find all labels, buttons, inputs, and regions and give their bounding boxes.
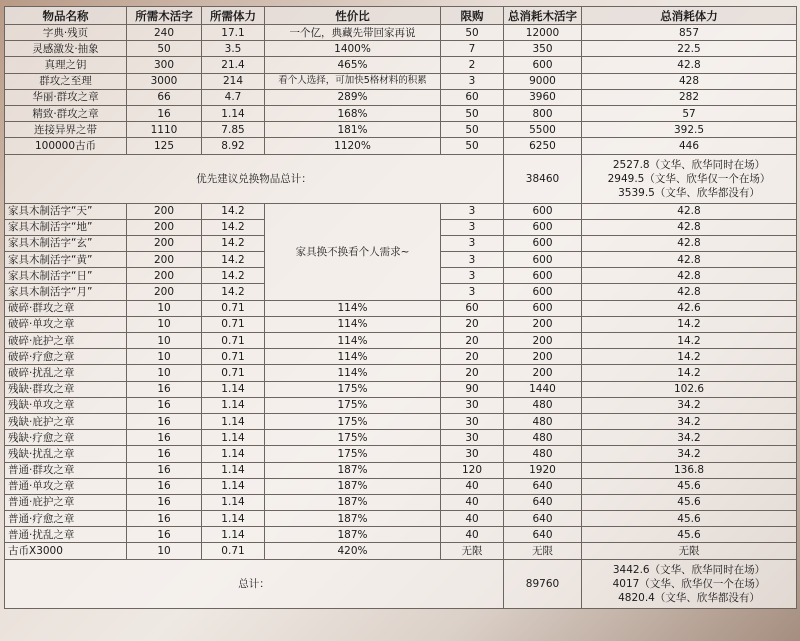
total-stamina: 14.2 [582,333,797,349]
subtotal-row [5,154,797,203]
stamina-needed: 7.85 [202,122,265,138]
stamina-needed: 1.14 [202,413,265,429]
header-total-stamina: 总消耗体力 [582,7,797,25]
wood-needed: 10 [127,300,202,316]
header-item-name: 物品名称 [5,7,127,25]
stamina-line: 2527.8（文华、欣华同时在场） [612,158,766,171]
total-wood: 3960 [504,89,582,105]
total-wood: 12000 [504,25,582,41]
exchange-table [4,6,797,609]
table-row [5,89,797,105]
item-name: 古币X3000 [5,543,127,559]
total-stamina: 45.6 [582,478,797,494]
stamina-needed: 1.14 [202,446,265,462]
item-name: 残缺·单攻之章 [5,397,127,413]
table-row [5,316,797,332]
grand-total-stamina [582,559,797,608]
value-ratio: 187% [265,527,441,543]
item-name: 家具木制活字“日” [5,268,127,284]
grand-total-wood: 89760 [504,559,582,608]
total-stamina: 42.8 [582,57,797,73]
stamina-needed: 0.71 [202,316,265,332]
item-name: 破碎·单攻之章 [5,316,127,332]
header-wood-needed: 所需木活字 [127,7,202,25]
header-total-wood: 总消耗木活字 [504,7,582,25]
stamina-line: 4820.4（文华、欣华都没有） [618,591,760,604]
total-stamina: 34.2 [582,430,797,446]
value-ratio: 187% [265,478,441,494]
purchase-limit: 3 [441,284,504,300]
total-stamina: 102.6 [582,381,797,397]
total-wood: 600 [504,203,582,219]
purchase-limit: 3 [441,219,504,235]
subtotal-label: 优先建议兑换物品总计： [5,154,504,203]
total-stamina: 282 [582,89,797,105]
stamina-needed: 1.14 [202,381,265,397]
total-wood: 200 [504,349,582,365]
purchase-limit: 3 [441,73,504,89]
stamina-needed: 14.2 [202,284,265,300]
stamina-line: 4017（文华、欣华仅一个在场） [612,577,766,590]
item-name: 破碎·庇护之章 [5,333,127,349]
purchase-limit: 3 [441,268,504,284]
purchase-limit: 60 [441,300,504,316]
table-row [5,543,797,559]
item-name: 华丽·群攻之章 [5,89,127,105]
item-name: 家具木制活字“玄” [5,235,127,251]
wood-needed: 200 [127,235,202,251]
wood-needed: 16 [127,462,202,478]
table-row [5,203,797,219]
value-ratio: 114% [265,316,441,332]
purchase-limit: 30 [441,397,504,413]
purchase-limit: 3 [441,252,504,268]
table-row [5,527,797,543]
total-wood: 480 [504,413,582,429]
wood-needed: 50 [127,41,202,57]
total-stamina: 无限 [582,543,797,559]
purchase-limit: 40 [441,527,504,543]
stamina-needed: 14.2 [202,268,265,284]
value-ratio: 175% [265,397,441,413]
wood-needed: 10 [127,543,202,559]
purchase-limit: 无限 [441,543,504,559]
total-stamina: 42.8 [582,235,797,251]
total-wood: 480 [504,446,582,462]
total-stamina: 392.5 [582,122,797,138]
item-name: 群攻之至理 [5,73,127,89]
table-row [5,73,797,89]
item-name: 残缺·庇护之章 [5,413,127,429]
stamina-needed: 0.71 [202,300,265,316]
stamina-line: 2949.5（文华、欣华仅一个在场） [607,172,771,185]
wood-needed: 1110 [127,122,202,138]
value-ratio: 465% [265,57,441,73]
purchase-limit: 60 [441,89,504,105]
item-name: 残缺·疗愈之章 [5,430,127,446]
total-stamina: 45.6 [582,494,797,510]
purchase-limit: 40 [441,494,504,510]
value-ratio: 1400% [265,41,441,57]
value-ratio: 289% [265,89,441,105]
table-row [5,300,797,316]
table-row [5,381,797,397]
table-row [5,446,797,462]
table-row [5,105,797,121]
total-wood: 480 [504,430,582,446]
wood-needed: 16 [127,527,202,543]
header-value-ratio: 性价比 [265,7,441,25]
wood-needed: 16 [127,446,202,462]
table-row [5,462,797,478]
stamina-needed: 1.14 [202,430,265,446]
stamina-needed: 1.14 [202,494,265,510]
purchase-limit: 120 [441,462,504,478]
value-ratio: 114% [265,333,441,349]
table-row [5,511,797,527]
stamina-needed: 1.14 [202,478,265,494]
total-row [5,559,797,608]
purchase-limit: 3 [441,203,504,219]
total-stamina: 45.6 [582,527,797,543]
stamina-needed: 1.14 [202,511,265,527]
table-row [5,25,797,41]
item-name: 普通·庇护之章 [5,494,127,510]
wood-needed: 200 [127,268,202,284]
value-ratio: 114% [265,365,441,381]
item-name: 连接异界之带 [5,122,127,138]
total-wood: 350 [504,41,582,57]
group2-body [5,300,797,559]
stamina-needed: 214 [202,73,265,89]
wood-needed: 16 [127,413,202,429]
total-stamina: 42.8 [582,284,797,300]
purchase-limit: 90 [441,381,504,397]
purchase-limit: 50 [441,25,504,41]
wood-needed: 16 [127,511,202,527]
wood-needed: 16 [127,478,202,494]
total-wood: 600 [504,284,582,300]
value-ratio: 114% [265,349,441,365]
total-wood: 1440 [504,381,582,397]
table-row [5,397,797,413]
total-stamina: 428 [582,73,797,89]
purchase-limit: 30 [441,430,504,446]
purchase-limit: 30 [441,413,504,429]
item-name: 破碎·扰乱之章 [5,365,127,381]
total-stamina: 34.2 [582,446,797,462]
purchase-limit: 3 [441,235,504,251]
wood-needed: 240 [127,25,202,41]
purchase-limit: 30 [441,446,504,462]
value-ratio: 420% [265,543,441,559]
total-stamina: 34.2 [582,397,797,413]
total-stamina: 136.8 [582,462,797,478]
wood-needed: 10 [127,365,202,381]
table-row [5,413,797,429]
header-row [5,7,797,25]
furniture-note: 家具换不换看个人需求~ [265,203,441,300]
purchase-limit: 50 [441,105,504,121]
value-ratio: 175% [265,430,441,446]
total-stamina: 14.2 [582,316,797,332]
purchase-limit: 20 [441,316,504,332]
total-stamina: 42.8 [582,203,797,219]
total-wood: 800 [504,105,582,121]
stamina-needed: 1.14 [202,105,265,121]
stamina-needed: 17.1 [202,25,265,41]
total-wood: 600 [504,300,582,316]
stamina-needed: 4.7 [202,89,265,105]
item-name: 普通·扰乱之章 [5,527,127,543]
purchase-limit: 2 [441,57,504,73]
total-wood: 640 [504,478,582,494]
value-ratio: 187% [265,494,441,510]
value-ratio: 看个人选择，可加快5格材料的积累 [265,73,441,89]
stamina-needed: 1.14 [202,397,265,413]
purchase-limit: 40 [441,511,504,527]
purchase-limit: 50 [441,122,504,138]
wood-needed: 3000 [127,73,202,89]
total-stamina: 34.2 [582,413,797,429]
total-stamina: 857 [582,25,797,41]
purchase-limit: 7 [441,41,504,57]
wood-needed: 200 [127,219,202,235]
wood-needed: 10 [127,316,202,332]
stamina-needed: 0.71 [202,543,265,559]
wood-needed: 125 [127,138,202,154]
stamina-needed: 14.2 [202,203,265,219]
subtotal-total-wood: 38460 [504,154,582,203]
item-name: 破碎·群攻之章 [5,300,127,316]
table-row [5,349,797,365]
value-ratio: 175% [265,446,441,462]
wood-needed: 66 [127,89,202,105]
wood-needed: 200 [127,252,202,268]
table-row [5,333,797,349]
total-wood: 9000 [504,73,582,89]
item-name: 破碎·疗愈之章 [5,349,127,365]
total-wood: 200 [504,365,582,381]
wood-needed: 200 [127,284,202,300]
table-row [5,138,797,154]
total-wood: 600 [504,268,582,284]
purchase-limit: 50 [441,138,504,154]
header-purchase-limit: 限购 [441,7,504,25]
stamina-line: 3442.6（文华、欣华同时在场） [612,563,766,576]
item-name: 家具木制活字“地” [5,219,127,235]
table-row [5,494,797,510]
value-ratio: 168% [265,105,441,121]
item-name: 100000古币 [5,138,127,154]
table-row [5,41,797,57]
total-stamina: 22.5 [582,41,797,57]
total-stamina: 45.6 [582,511,797,527]
total-stamina: 42.8 [582,252,797,268]
total-wood: 640 [504,511,582,527]
total-wood: 1920 [504,462,582,478]
purchase-limit: 20 [441,365,504,381]
wood-needed: 200 [127,203,202,219]
total-stamina: 42.8 [582,268,797,284]
item-name: 残缺·群攻之章 [5,381,127,397]
total-label: 总计： [5,559,504,608]
table-row [5,122,797,138]
total-wood: 600 [504,57,582,73]
item-name: 家具木制活字“月” [5,284,127,300]
header-stamina-needed: 所需体力 [202,7,265,25]
stamina-needed: 0.71 [202,365,265,381]
total-stamina: 42.6 [582,300,797,316]
value-ratio: 181% [265,122,441,138]
item-name: 真理之钥 [5,57,127,73]
value-ratio: 187% [265,511,441,527]
table-row [5,365,797,381]
purchase-limit: 20 [441,349,504,365]
stamina-needed: 14.2 [202,219,265,235]
stamina-line: 3539.5（文华、欣华都没有） [618,186,760,199]
wood-needed: 300 [127,57,202,73]
total-stamina: 42.8 [582,219,797,235]
subtotal-total-stamina [582,154,797,203]
total-wood: 640 [504,494,582,510]
value-ratio: 1120% [265,138,441,154]
stamina-needed: 21.4 [202,57,265,73]
wood-needed: 16 [127,397,202,413]
stamina-needed: 1.14 [202,527,265,543]
total-wood: 200 [504,333,582,349]
total-stamina: 14.2 [582,349,797,365]
item-name: 家具木制活字“天” [5,203,127,219]
purchase-limit: 20 [441,333,504,349]
stamina-needed: 3.5 [202,41,265,57]
item-name: 字典·残页 [5,25,127,41]
total-wood: 5500 [504,122,582,138]
item-name: 普通·疗愈之章 [5,511,127,527]
table-row [5,478,797,494]
value-ratio: 114% [265,300,441,316]
value-ratio: 175% [265,381,441,397]
wood-needed: 16 [127,105,202,121]
total-wood: 600 [504,235,582,251]
stamina-needed: 14.2 [202,252,265,268]
value-ratio: 175% [265,413,441,429]
stamina-needed: 0.71 [202,333,265,349]
wood-needed: 16 [127,381,202,397]
table-row [5,57,797,73]
purchase-limit: 40 [441,478,504,494]
stamina-needed: 0.71 [202,349,265,365]
item-name: 普通·群攻之章 [5,462,127,478]
table-row [5,430,797,446]
total-wood: 200 [504,316,582,332]
stamina-needed: 8.92 [202,138,265,154]
item-name: 灵感激发·抽象 [5,41,127,57]
total-wood: 480 [504,397,582,413]
item-name: 家具木制活字“黄” [5,252,127,268]
total-stamina: 446 [582,138,797,154]
wood-needed: 16 [127,430,202,446]
total-wood: 600 [504,219,582,235]
wood-needed: 16 [127,494,202,510]
total-stamina: 57 [582,105,797,121]
total-wood: 640 [504,527,582,543]
item-name: 精致·群攻之章 [5,105,127,121]
total-wood: 6250 [504,138,582,154]
value-ratio: 187% [265,462,441,478]
wood-needed: 10 [127,349,202,365]
value-ratio: 一个亿，典藏先带回家再说 [265,25,441,41]
stamina-needed: 1.14 [202,462,265,478]
item-name: 普通·单攻之章 [5,478,127,494]
wood-needed: 10 [127,333,202,349]
stamina-needed: 14.2 [202,235,265,251]
total-wood: 无限 [504,543,582,559]
total-wood: 600 [504,252,582,268]
item-name: 残缺·扰乱之章 [5,446,127,462]
total-stamina: 14.2 [582,365,797,381]
